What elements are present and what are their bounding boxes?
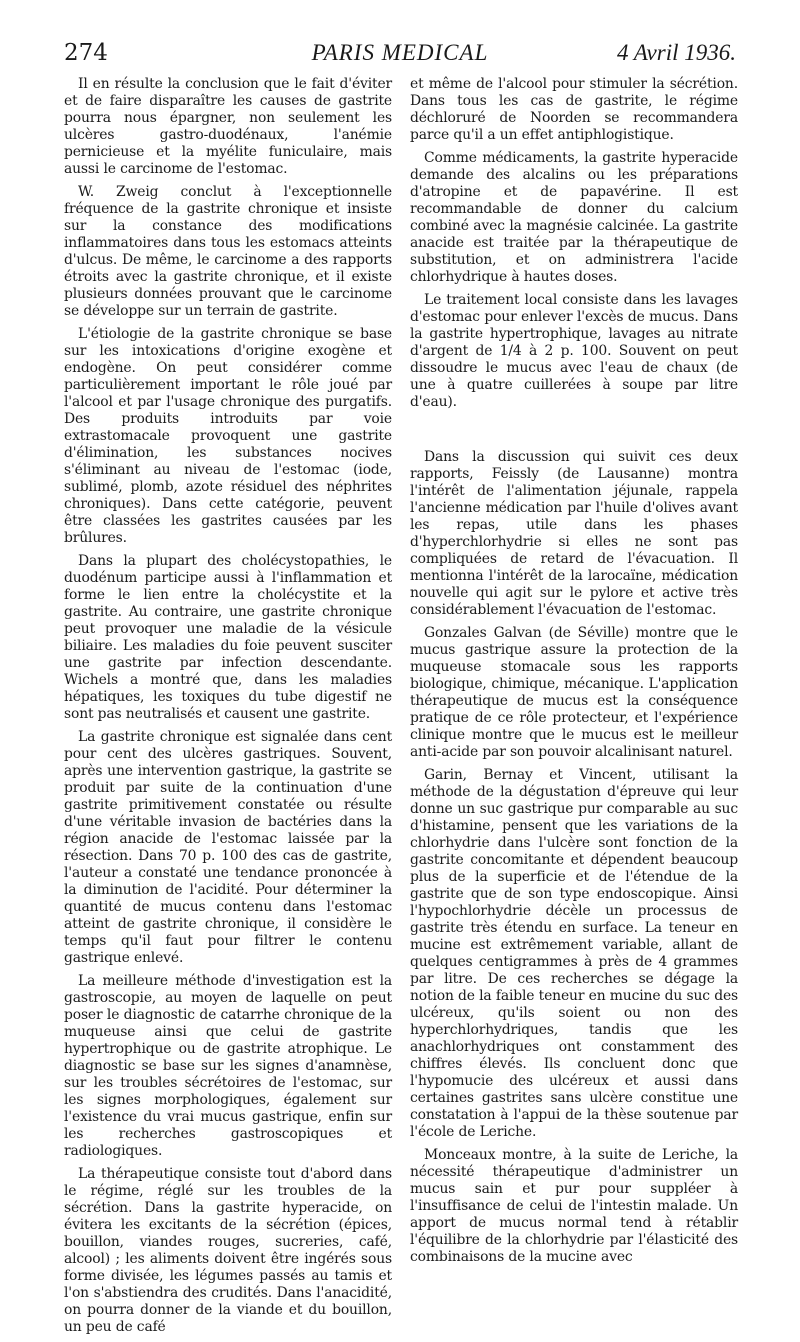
paragraph: Dans la plupart des cholécystopathies, le duodénum participe aussi à l'inflammation et forme le lien entre la cholécystite et la gastrite. Au contraire, une gastrite chronique peut provoquer une maladie de la vésicule biliaire. Les maladies du foie peuvent susciter une gastrite par infection descendante. Wichels a montré que, dans les maladies hépatiques, les toxiques du tube digestif ne sont pas neutralisés et causent une gastrite. xyxy=(64,553,392,722)
issue-date: 4 Avril 1936. xyxy=(616,40,736,65)
paragraph: Il en résulte la conclusion que le fait d'éviter et de faire disparaître les causes de gastrite pourra nous épargner, non seulement les ulcères gastro-duodénaux, l'anémie pernicieuse et la myélite funiculaire, mais aussi le carcinome de l'estomac. xyxy=(64,76,392,177)
paragraph: Le traitement local consiste dans les lavages d'estomac pour enlever l'excès de mucus. Dans la gastrite hypertrophique, lavages au nitrate d'argent de 1/4 à 2 p. 100. Souvent on peut dissoudre le mucus avec l'eau de chaux (de une à quatre cuillerées à soupe par litre d'eau). xyxy=(410,292,738,410)
paragraph: W. Zweig conclut à l'exceptionnelle fréquence de la gastrite chronique et insiste sur la constance des modifications inflammatoires dans tous les estomacs atteints d'ulcus. De même, le carcinome a des rapports étroits avec la gastrite chronique, et il existe plusieurs données prouvant que le carcinome se développe sur un terrain de gastrite. xyxy=(64,184,392,319)
running-header xyxy=(64,40,736,74)
paragraph: La thérapeutique consiste tout d'abord dans le régime, réglé sur les troubles de la sécrétion. Dans la gastrite hyperacide, on évitera les excitants de la sécrétion (épices, bouillon, viandes rouges, sucreries, café, alcool) ; les aliments doivent être ingérés sous forme divisée, les légumes passés au tamis et l'on s'abstiendra des crudités. Dans l'anacidité, on pourra donner de la viande et du bouillon, un peu de café xyxy=(64,1166,392,1335)
page-number: 274 xyxy=(64,40,108,66)
paragraph: Monceaux montre, à la suite de Leriche, la nécessité thérapeutique d'administrer un mucus sain et pur pour suppléer à l'insuffisance de celui de l'intestin malade. Un apport de mucus normal tend à rétablir l'équilibre de la chlorhydrie par l'élasticité des combinaisons de la mucine avec xyxy=(410,1147,738,1265)
paragraph: La gastrite chronique est signalée dans cent pour cent des ulcères gastriques. Souvent, après une intervention gastrique, la gastrite se produit par suite de la continuation d'une gastrite primitivement constatée ou résulte d'une véritable invasion de bactéries dans la région anacide de l'estomac laissée par la résection. Dans 70 p. 100 des cas de gastrite, l'auteur a constaté une tendance prononcée à la diminution de l'acidité. Pour déterminer la quantité de mucus contenu dans l'estomac atteint de gastrite chronique, il considère le temps qu'il faut pour filtrer le contenu gastrique enlevé. xyxy=(64,729,392,966)
paragraph: L'étiologie de la gastrite chronique se base sur les intoxications d'origine exogène et endogène. On peut considérer comme particulièrement important le rôle joué par l'alcool et par l'usage chronique des purgatifs. Des produits introduits par voie extrastomacale provoquent une gastrite d'élimination, les substances nocives s'éliminant au niveau de l'estomac (iode, sublimé, plomb, azote résiduel des néphrites chroniques). Dans cette catégorie, peuvent être classées les gastrites causées par les brûlures. xyxy=(64,326,392,546)
paragraph: Dans la discussion qui suivit ces deux rapports, Feissly (de Lausanne) montra l'intérêt de l'alimentation jéjunale, rappela l'ancienne médication par l'huile d'olives avant les repas, utile dans les phases d'hyperchlorhydrie si elles ne sont pas compliquées de retard de l'évacuation. Il mentionna l'intérêt de la larocaïne, médication nouvelle qui agit sur le pylore et active très considérablement l'évacuation de l'estomac. xyxy=(410,449,738,618)
paragraph: Gonzales Galvan (de Séville) montre que le mucus gastrique assure la protection de la muqueuse stomacale sous les rapports biologique, chimique, mécanique. L'application thérapeutique de mucus est la conséquence pratique de ce rôle protecteur, et l'expérience clinique montre que le mucus est le meilleur anti-acide par son pouvoir alcalinisant naturel. xyxy=(410,625,738,760)
paragraph-continued: et même de l'alcool pour stimuler la sécrétion. Dans tous les cas de gastrite, le régime déchloruré de Noorden se recommandera parce qu'il a un effet antiphlogistique. xyxy=(410,76,738,143)
paragraph: Garin, Bernay et Vincent, utilisant la méthode de la dégustation d'épreuve qui leur donne un suc gastrique pur comparable au suc d'histamine, pensent que les variations de la chlorhydrie dans l'ulcère sont fonction de la gastrite concomitante et dépendent beaucoup plus de la superficie et de l'étendue de la gastrite que de son type endoscopique. Ainsi l'hypochlorhydrie décèle un processus de gastrite très étendu en surface. La teneur en mucine est extrêmement variable, allant de quelques centigrammes à près de 4 grammes par litre. De ces recherches se dégage la notion de la faible teneur en mucine du suc des ulcéreux, qu'ils soient ou non des hyperchlorhydriques, tandis que les anachlorhydriques ont constamment des chiffres élevés. Ils concluent donc que l'hypomucie des ulcéreux et aussi dans certaines gastrites sans ulcère constitue une constatation à l'appui de la thèse soutenue par l'école de Leriche. xyxy=(410,767,738,1140)
right-column xyxy=(410,76,738,1272)
paragraph: Comme médicaments, la gastrite hyperacide demande des alcalins ou les préparations d'atropine et de papavérine. Il est recommandable de donner du calcium combiné avec la magnésie calcinée. La gastrite anacide est traitée par la thérapeutique de substitution, et on administrera l'acide chlorhydrique à hautes doses. xyxy=(410,150,738,285)
left-column xyxy=(64,76,392,1342)
paragraph: La meilleure méthode d'investigation est la gastroscopie, au moyen de laquelle on peut poser le diagnostic de catarrhe chronique de la muqueuse ainsi que celui de gastrite hypertrophique ou de gastrite atrophique. Le diagnostic se base sur les signes d'anamnèse, sur les troubles sécrétoires de l'estomac, sur les signes morphologiques, également sur l'existence du vrai mucus gastrique, enfin sur les recherches gastroscopiques et radiologiques. xyxy=(64,973,392,1159)
journal-title: PARIS MEDICAL xyxy=(311,40,489,65)
